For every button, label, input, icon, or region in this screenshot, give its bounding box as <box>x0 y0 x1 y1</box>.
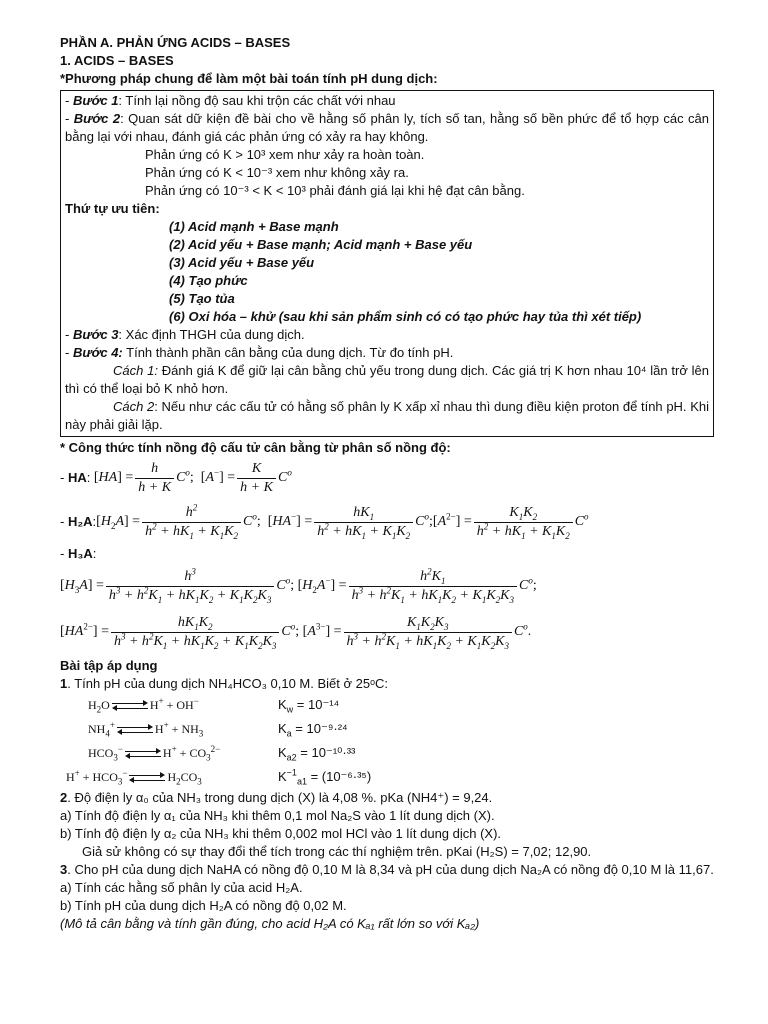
exercise-3: 3. Cho pH của dung dịch NaHA có nồng độ 0,10 M là 8,34 và pH của dung dịch Na₂A có nồng độ 0,10 M là 11,67. <box>60 862 714 877</box>
formula-h3a-2: $[HA^{2-}]$ = $\frac{hK_1K_2}{h^3 + h^2K_1 + hK_1K_2 + K_1K_2K_3}$ $C^o$ ; $[A^{3-}]$ = $\frac{K_1K_2K_3}{h^3 + h^2K_1 + hK_1K_2 + K_1K_2K_3}$ $C^o$ . <box>60 614 532 651</box>
reaction-row: $HCO_3^-$ $H^+ + CO_3^{2-}$ $K_{a2} = 10^{-10}\cdot^{33}$ <box>88 744 356 763</box>
step-4: - Bước 4: Tính thành phần cân bằng của dung dịch. Từ đo tính pH. <box>65 345 454 360</box>
k-rule-1: Phản ứng có K > 10³ xem như xảy ra hoàn toàn. <box>145 147 425 162</box>
priority-item: (1) Acid mạnh + Base mạnh <box>169 219 339 234</box>
reaction-row: $NH_4^+$ $H^+ + NH_3$ $K_a = 10^{-9}\cdot^{24}$ <box>88 720 348 739</box>
reaction-row: $H_2O$ H+ + OH− $K_w = 10^{-14}$ <box>88 696 340 715</box>
method-box <box>60 90 714 437</box>
exercise-2a: a) Tính độ điện ly α₁ của NH₃ khi thêm 0,1 mol Na₂S vào 1 lít dung dịch (X). <box>60 808 495 823</box>
exercise-3-note: (Mô tả cân bằng và tính gần đúng, cho acid H₂A có Kₐ₁ rất lớn so với Kₐ₂) <box>60 916 480 931</box>
k-rule-2: Phản ứng có K < 10⁻³ xem như không xảy ra. <box>145 165 409 180</box>
priority-title: Thứ tự ưu tiên: <box>65 201 160 216</box>
exercise-title: Bài tập áp dụng <box>60 658 158 673</box>
priority-item: (2) Acid yếu + Base mạnh; Acid mạnh + Base yếu <box>169 237 473 252</box>
exercise-2-note: Giả sử không có sự thay đổi thể tích trong các thí nghiệm trên. pKai (H₂S) = 7,02; 12,90. <box>82 844 592 859</box>
method-title: *Phương pháp chung để làm một bài toán tính pH dung dịch: <box>60 71 438 86</box>
step-2: - Bước 2: Quan sát dữ kiện đề bài cho về hằng số phân ly, tích số tan, hằng số bền phức để tổ hợp các cân bằng lại với nhau, đánh giá các phản ứng có xảy ra hay không. <box>65 111 709 144</box>
document-page <box>60 34 714 933</box>
priority-item: (3) Acid yếu + Base yếu <box>169 255 315 270</box>
priority-item: (4) Tạo phức <box>169 273 248 288</box>
step-1: - Bước 1: Tính lại nồng độ sau khi trộn các chất với nhau <box>65 93 396 108</box>
priority-item: (6) Oxi hóa – khử (sau khi sản phẩm sinh có có tạo phức hay tủa thì xét tiếp) <box>169 309 642 324</box>
formula-title: * Công thức tính nồng độ cấu tử cân bằng từ phân số nồng độ: <box>60 440 451 455</box>
exercise-1: 1. Tính pH của dung dịch NH₄HCO₃ 0,10 M. Biết ở 25ᵒC: <box>60 676 389 691</box>
formula-h3a-1: $[H_3A]$ = $\frac{h^3}{h^3 + h^2K_1 + hK_1K_2 + K_1K_2K_3}$ $C^o$ ; $[H_2A^-]$ = $\frac{h^2K_1}{h^3 + h^2K_1 + hK_1K_2 + K_1K_2K_3}$ $C^o$ ; <box>60 565 537 605</box>
priority-item: (5) Tạo tủa <box>169 291 235 306</box>
method-2: Cách 2: Nếu như các cấu tử có hằng số phân ly K xấp xỉ nhau thì dung điều kiện proton để tính pH. Khi này phải giải lặp. <box>65 399 709 432</box>
method-1: Cách 1: Đánh giá K để giữ lại cân bằng chủ yếu trong dung dịch. Các giá trị K hơn nhau 10⁴ lần trở lên thì có thể loại bỏ K nhỏ hơn. <box>65 363 709 396</box>
k-rule-3: Phản ứng có 10⁻³ < K < 10³ phải đánh giá lại khi hệ đạt cân bằng. <box>145 183 525 198</box>
exercise-2b: b) Tính độ điện ly α₂ của NH₃ khi thêm 0,002 mol HCl vào 1 lít dung dịch (X). <box>60 826 502 841</box>
step-3: - Bước 3: Xác định THGH của dung dịch. <box>65 327 305 342</box>
reaction-row: $H^+ + HCO_3^-$ $H_2CO_3$ $K^{-1}_{a1} = (10^{-6}\cdot^{35})$ <box>66 767 372 787</box>
formula-h2a: - H₂A: $[H_2A]$ = $\frac{h^2}{h^2 + hK_1 + K_1K_2}$ $C^o$ ; [HA−] = $\frac{hK_1}{h^2 + hK_1 + K_1K_2}$ $C^o$ $;[A^{2-}]$ = $\frac{K_1K_2}{h^2 + hK_1 + K_1K_2}$ $C^o$ <box>60 501 589 541</box>
h3a-label: - H₃A: <box>60 546 97 561</box>
exercise-2: 2. Độ điện ly α₀ của NH₃ trong dung dịch (X) là 4,08 %. pKa (NH4⁺) = 9,24. <box>60 790 493 805</box>
section-heading: PHẦN A. PHẢN ỨNG ACIDS – BASES <box>60 35 291 50</box>
exercise-3b: b) Tính pH của dung dịch H₂A có nồng độ 0,02 M. <box>60 898 347 913</box>
formula-ha: - HA: [HA] = $\frac{h}{h + K}$ $C^o$ ; [A−] = $\frac{K}{h + K}$ $C^o$ <box>60 460 292 495</box>
subsection-heading: 1. ACIDS – BASES <box>60 53 174 68</box>
exercise-3a: a) Tính các hằng số phân ly của acid H₂A. <box>60 880 303 895</box>
